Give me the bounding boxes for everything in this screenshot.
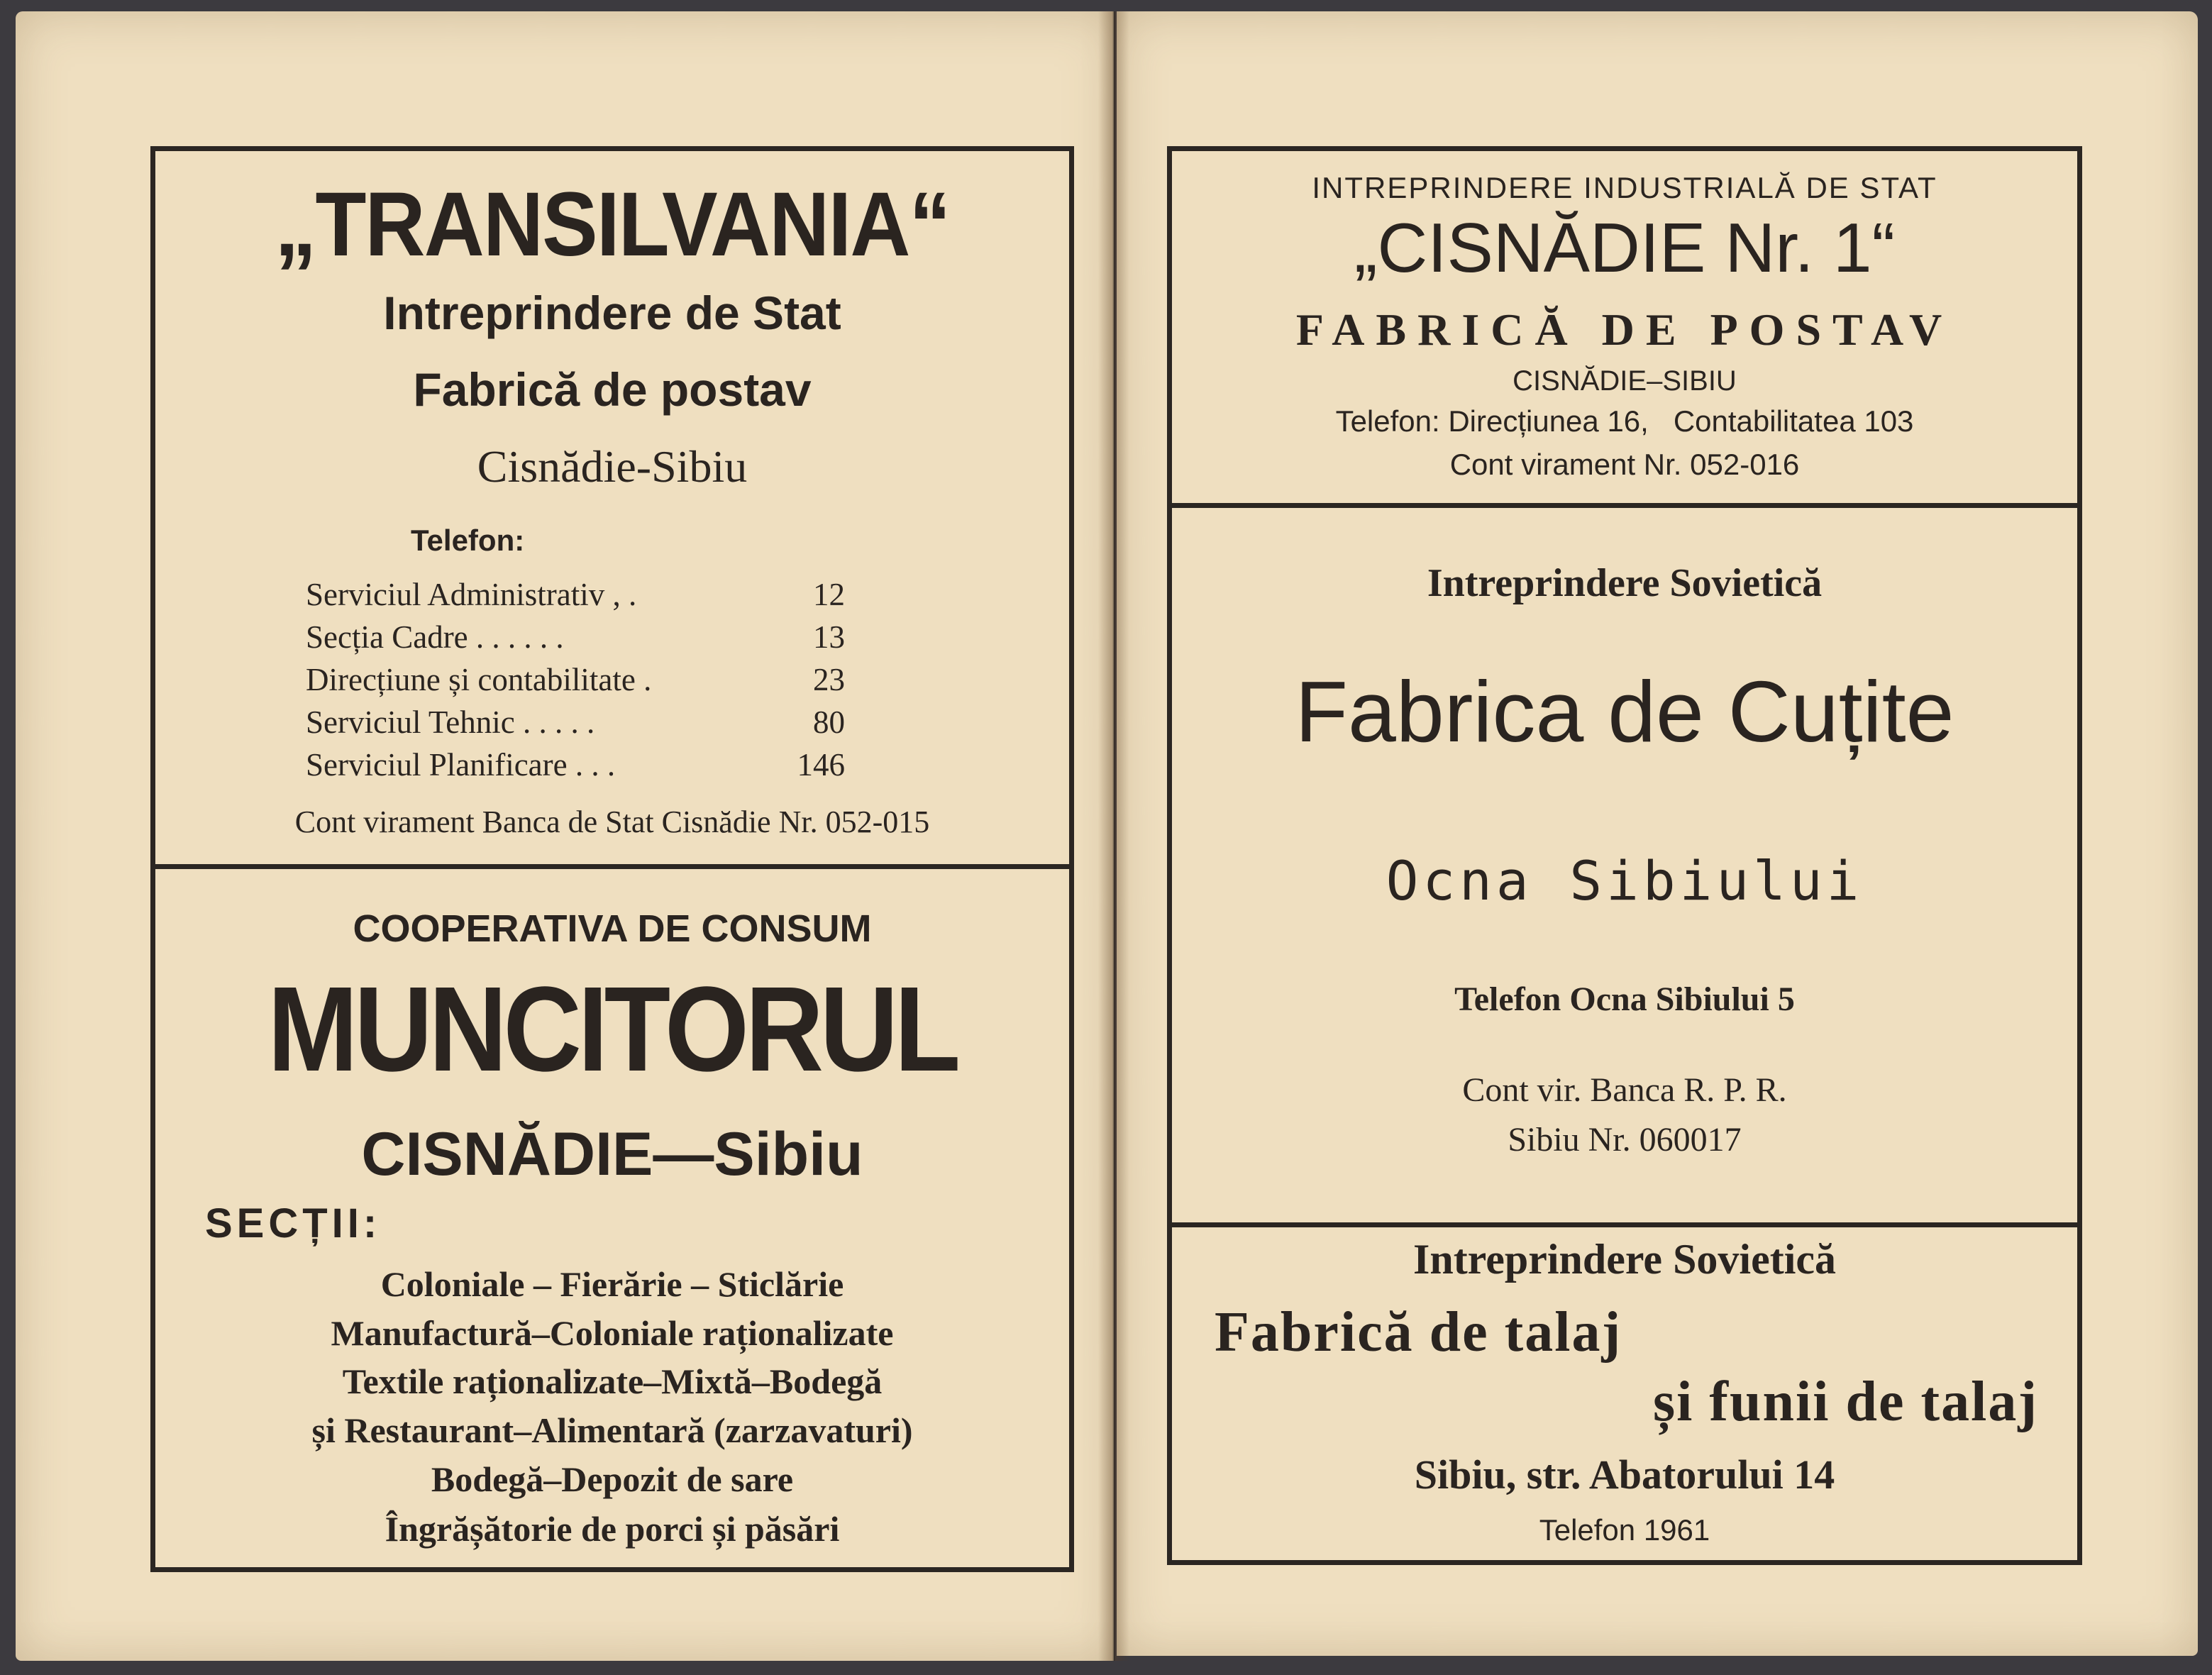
talaj-address: Sibiu, str. Abatorului 14 (1414, 1452, 1835, 1498)
cutite-location: Ocna Sibiului (1386, 849, 1864, 912)
phone-row (306, 743, 845, 786)
muncitorul-title: MUNCITORUL (267, 962, 957, 1097)
transilvania-title: „TRANSILVANIA“ (275, 174, 950, 275)
book-gutter (1098, 11, 1129, 1661)
talaj-title-2: și funii de talaj (1653, 1371, 2038, 1433)
cooperativa-heading: COOPERATIVA DE CONSUM (353, 907, 872, 950)
right-section-divider-2 (1172, 1222, 2077, 1227)
cisnadie-phone: Telefon: Direcțiunea 16, Contabilitatea 103 (1335, 404, 1914, 438)
cutite-heading: Intreprindere Sovietică (1427, 561, 1823, 605)
phone-row (306, 573, 845, 616)
phone-number: 12 (813, 577, 845, 612)
phone-row (306, 616, 845, 658)
phone-number: 13 (813, 619, 845, 655)
cisnadie-account: Cont virament Nr. 052-016 (1449, 448, 1800, 481)
right-section-divider (1172, 503, 2077, 508)
transilvania-account: Cont virament Banca de Stat Cisnădie Nr. 052-015 (294, 805, 930, 839)
phone-label: Direcțiune și contabilitate . (306, 662, 652, 697)
cutite-title: Fabrica de Cuțite (1295, 663, 1954, 760)
cisnadie-location: CISNĂDIE–SIBIU (1513, 365, 1737, 397)
left-ad-frame (150, 146, 1074, 1572)
phone-row (306, 701, 845, 743)
left-section-divider (155, 864, 1069, 869)
phone-number: 23 (813, 662, 845, 697)
cutite-account-2: Sibiu Nr. 060017 (1508, 1121, 1742, 1159)
section-item: Textile raționalizate–Mixtă–Bodegă (342, 1361, 883, 1401)
talaj-phone: Telefon 1961 (1539, 1513, 1710, 1547)
transilvania-phone-heading: Telefon: (411, 524, 525, 557)
section-item: Coloniale – Fierărie – Sticlărie (380, 1264, 844, 1304)
phone-number: 146 (797, 747, 845, 783)
transilvania-subtitle: Intreprindere de Stat (383, 287, 841, 339)
muncitorul-location: CISNĂDIE—Sibiu (361, 1120, 863, 1188)
cutite-account-1: Cont vir. Banca R. P. R. (1462, 1071, 1787, 1109)
phone-label: Serviciul Planificare . . . (306, 747, 616, 783)
transilvania-location: Cisnădie-Sibiu (477, 441, 748, 492)
phone-label: Secția Cadre . . . . . . (306, 619, 564, 655)
cisnadie-heading: INTREPRINDERE INDUSTRIALĂ DE STAT (1312, 171, 1937, 204)
cutite-phone: Telefon Ocna Sibiului 5 (1454, 980, 1795, 1018)
section-item: Îngrășătorie de porci și păsări (385, 1509, 840, 1549)
right-ad-frame (1167, 146, 2082, 1565)
cisnadie-title: „CISNĂDIE Nr. 1“ (1354, 209, 1896, 287)
section-item: Bodegă–Depozit de sare (431, 1459, 794, 1499)
phone-label: Serviciul Tehnic . . . . . (306, 704, 595, 740)
talaj-title-1: Fabrică de talaj (1215, 1301, 1622, 1364)
phone-row (306, 658, 845, 701)
phone-label: Serviciul Administrativ , . (306, 577, 637, 612)
section-item: și Restaurant–Alimentară (zarzavaturi) (311, 1410, 913, 1450)
transilvania-product: Fabrică de postav (413, 363, 812, 416)
transilvania-phone-list (306, 573, 845, 786)
talaj-heading: Intreprindere Sovietică (1412, 1236, 1837, 1283)
phone-number: 80 (813, 704, 845, 740)
section-item: Manufactură–Coloniale raționalizate (331, 1313, 894, 1353)
cisnadie-product: FABRICĂ DE POSTAV (1295, 304, 1954, 355)
muncitorul-sections-heading: SECȚII: (205, 1200, 382, 1246)
